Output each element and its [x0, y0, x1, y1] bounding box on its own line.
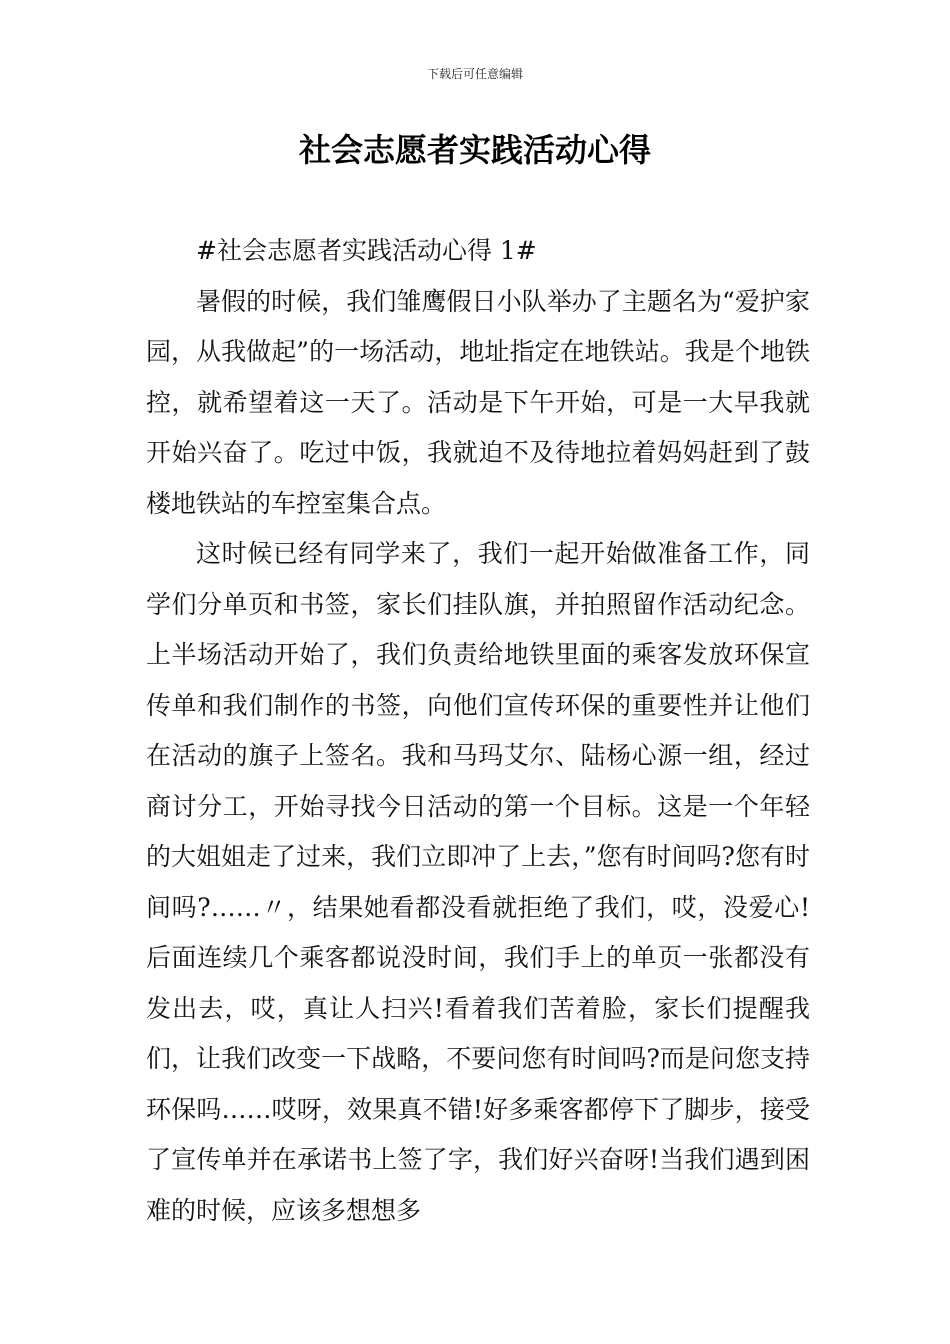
paragraph-1: 暑假的时候，我们雏鹰假日小队举办了主题名为“爱护家园，从我做起”的一场活动，地址指定在地铁站。我是个地铁控，就希望着这一天了。活动是下午开始，可是一大早我就开始兴奋了。吃过中饭，我就迫不及待地拉着妈妈赶到了鼓楼地铁站的车控室集合点。 [146, 286, 810, 518]
document-body [146, 226, 810, 1236]
section-heading: #社会志愿者实践活动心得 1# [196, 236, 537, 265]
document-title: 社会志愿者实践活动心得 [298, 131, 651, 169]
header-note: 下载后可任意编辑 [426, 67, 523, 81]
paragraph-2: 这时候已经有同学来了，我们一起开始做准备工作，同学们分单页和书签，家长们挂队旗，并拍照留作活动纪念。上半场活动开始了，我们负责给地铁里面的乘客发放环保宣传单和我们制作的书签，向他们宣传环保的重要性并让他们在活动的旗子上签名。我和马玛艾尔、陆杨心源一组，经过商讨分工，开始寻找今日活动的第一个目标。这是一个年轻的大姐姐走了过来，我们立即冲了上去，”您有时间吗?您有时间吗?……〃，结果她看都没看就拒绝了我们，哎，没爱心!后面连续几个乘客都说没时间，我们手上的单页一张都没有发出去，哎，真让人扫兴!看着我们苦着脸，家长们提醒我们，让我们改变一下战略，不要问您有时间吗?而是问您支持环保吗……哎呀，效果真不错!好多乘客都停下了脚步，接受了宣传单并在承诺书上签了字，我们好兴奋呀!当我们遇到困难的时候，应该多想想多 [146, 539, 810, 1225]
